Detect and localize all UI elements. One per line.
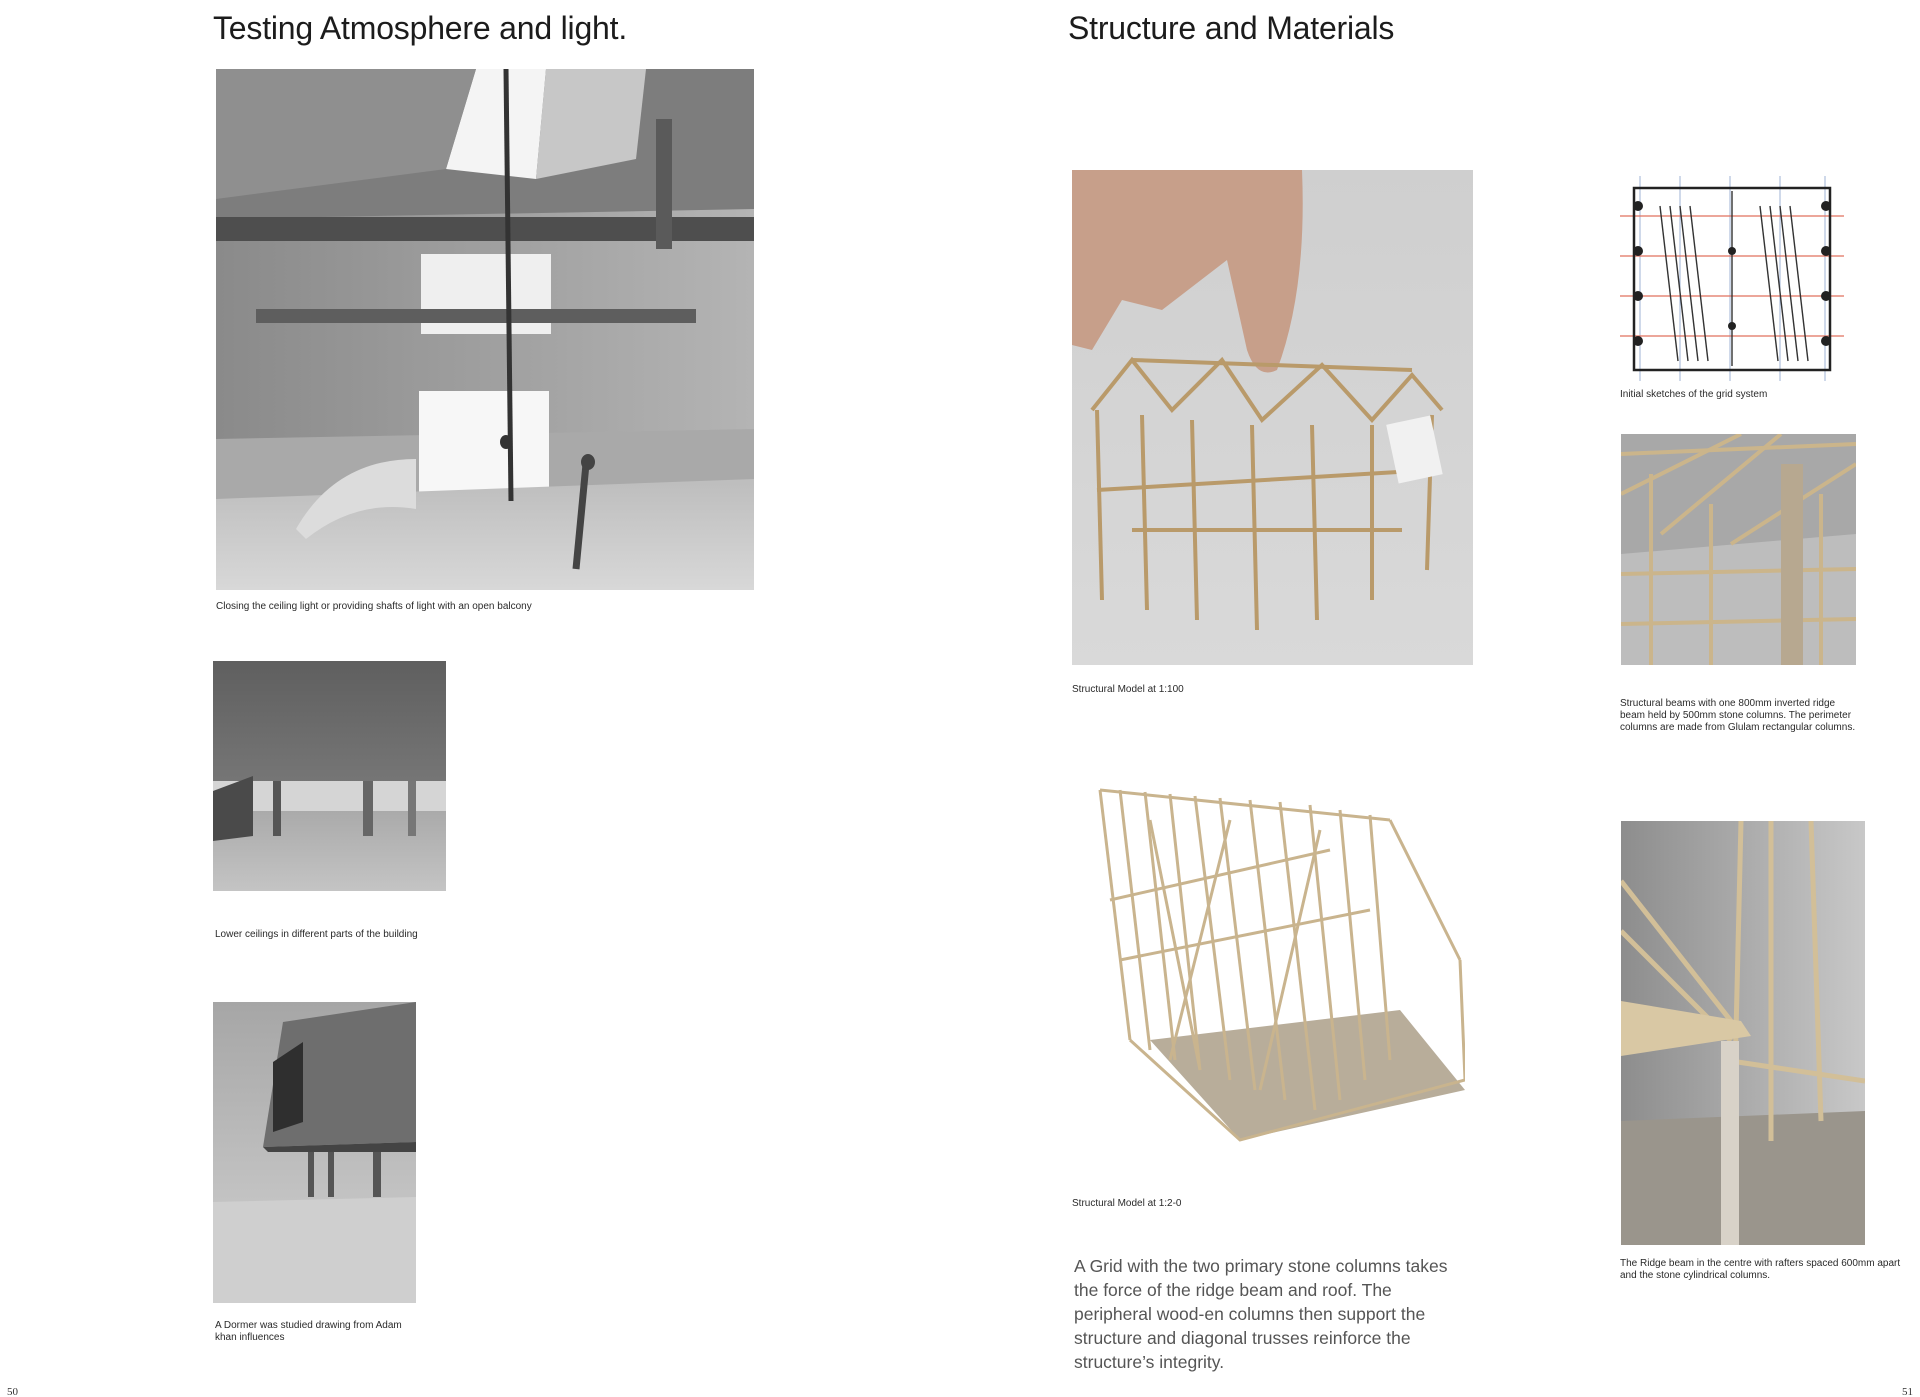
- ridge-beam-photo: [1621, 821, 1865, 1245]
- grid-sketch-caption: Initial sketches of the grid system: [1620, 389, 1768, 400]
- structural-beams-caption: Structural beams with one 800mm inverted ridge beam held by 500mm stone columns. The perimeter columns are made from Glulam rectangular columns.: [1620, 698, 1856, 733]
- dormer-photo: [213, 1002, 416, 1303]
- right-page-number: 51: [1902, 1386, 1913, 1397]
- dormer-caption: A Dormer was studied drawing from Adam khan influences: [215, 1320, 402, 1343]
- structure-description: A Grid with the two primary stone columns takes the force of the ridge beam and roof. The peripheral wood-en columns then support the structure and diagonal trusses reinforce the structure’s integrity.: [1074, 1256, 1448, 1372]
- ridge-beam-caption: The Ridge beam in the centre with rafters spaced 600mm apart and the stone cylindrical columns.: [1620, 1258, 1901, 1281]
- grid-sketch-photo: [1620, 176, 1844, 381]
- lower-ceilings-caption: Lower ceilings in different parts of the building: [215, 929, 418, 940]
- structural-model-1-2-0-photo: [1090, 780, 1465, 1155]
- structural-beams-photo: [1621, 434, 1856, 665]
- lower-ceilings-photo: [213, 661, 446, 891]
- structural-model-1-2-0-caption: Structural Model at 1:2-0: [1072, 1198, 1182, 1209]
- atmosphere-light-caption: Closing the ceiling light or providing shafts of light with an open balcony: [216, 601, 532, 612]
- structural-model-1-100-photo: [1072, 170, 1473, 665]
- structural-model-1-100-caption: Structural Model at 1:100: [1072, 684, 1184, 695]
- left-page-number: 50: [7, 1386, 18, 1397]
- left-page-heading: Testing Atmosphere and light.: [213, 10, 628, 46]
- right-page-heading: Structure and Materials: [1068, 10, 1395, 46]
- atmosphere-light-model-photo: [216, 69, 754, 590]
